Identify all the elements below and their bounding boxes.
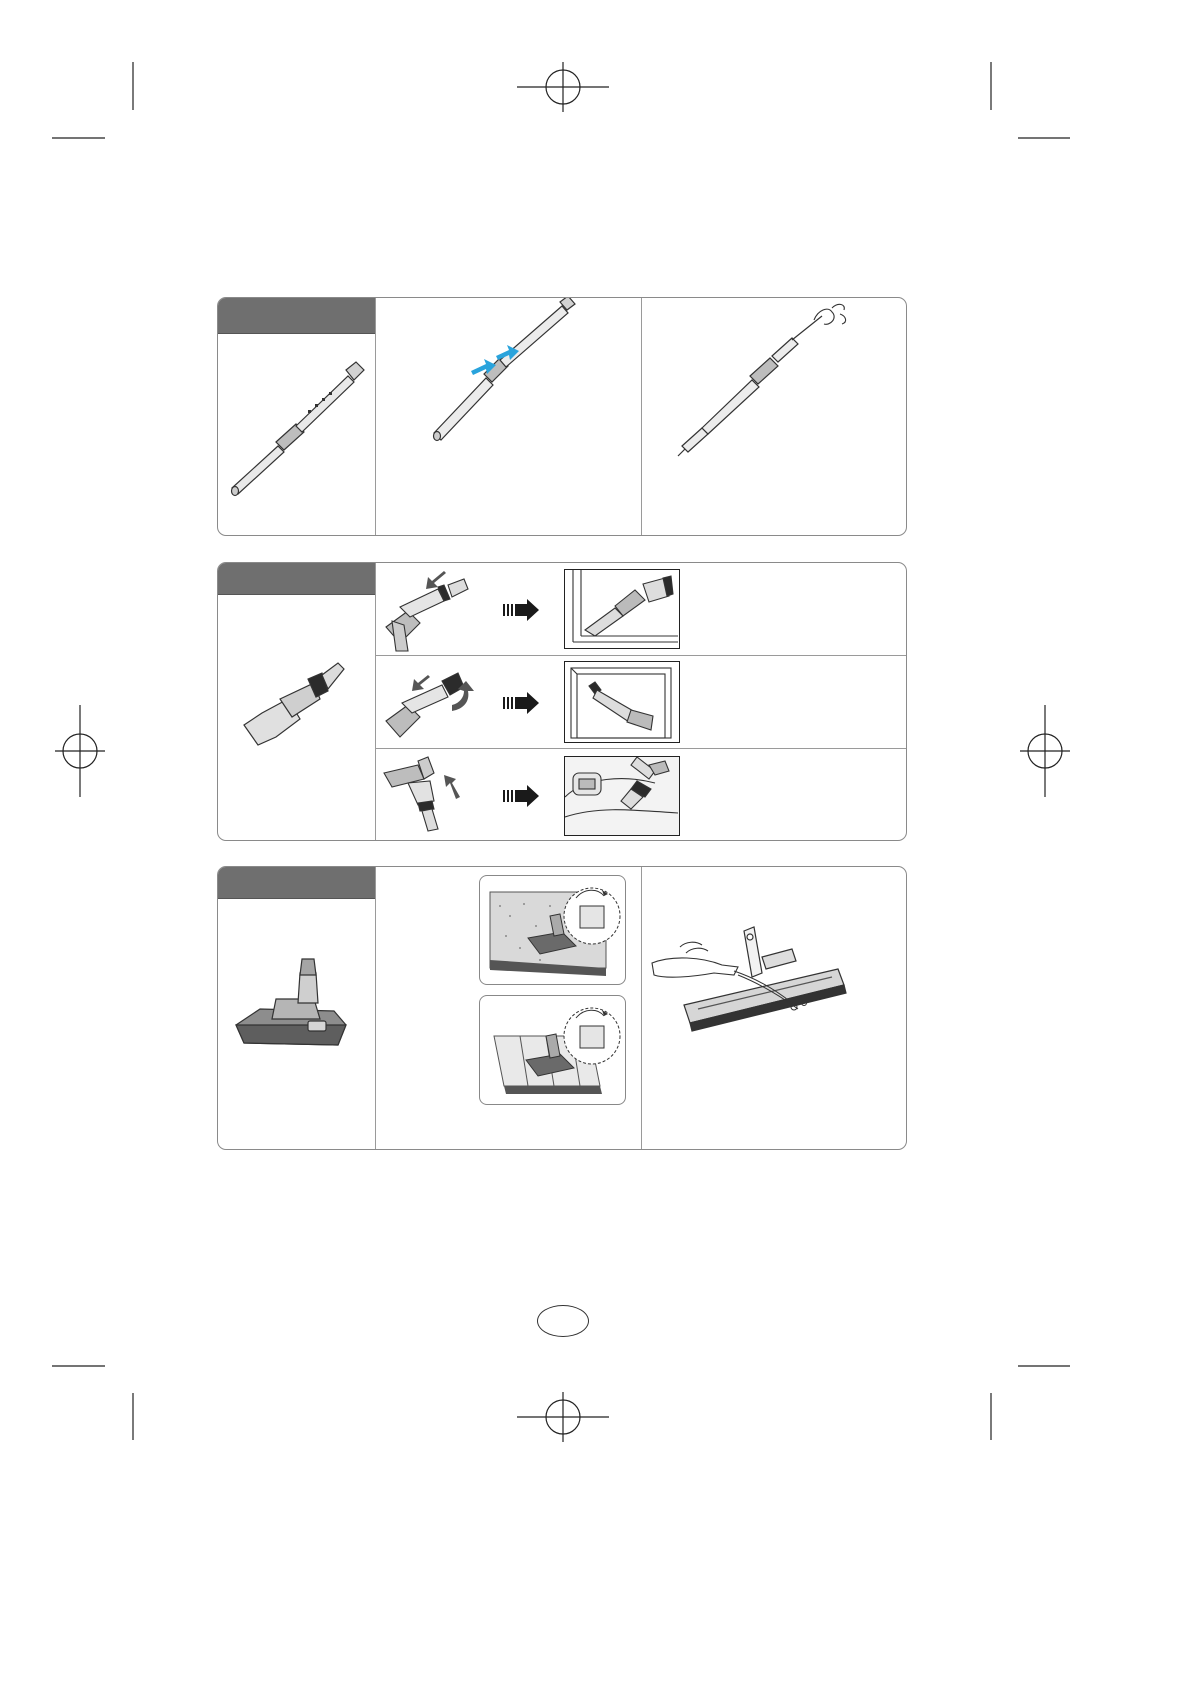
- registration-mark-icon: [1020, 705, 1070, 797]
- nozzle-floor-scene: [479, 995, 626, 1105]
- rotate-arrow-icon: [444, 775, 460, 799]
- crevice-brush-illustration: [378, 659, 478, 745]
- forward-arrow-icon: [503, 692, 543, 714]
- rotate-arrow-icon: [412, 675, 430, 691]
- crevice-use-window-scene: [564, 661, 680, 743]
- registration-mark-icon: [517, 62, 609, 112]
- panel-tab: [218, 867, 375, 899]
- telescopic-pipe-illustration: [218, 338, 375, 534]
- registration-mark-icon: [55, 705, 105, 797]
- crevice-attach-illustration: [378, 567, 478, 653]
- nozzle-cleaning-illustration: [642, 867, 906, 1149]
- telescopic-pipe-panel: [217, 297, 907, 536]
- forward-arrow-icon: [503, 785, 543, 807]
- nozzle-carpet-scene: [479, 875, 626, 985]
- pipe-adjust-illustration: [376, 298, 640, 534]
- pipe-extended-illustration: [642, 298, 906, 534]
- panel-tab: [218, 563, 375, 595]
- floor-nozzle-panel: [217, 866, 907, 1150]
- floor-nozzle-illustration: [218, 899, 375, 1149]
- crevice-bent-illustration: [378, 753, 478, 839]
- crevice-use-sofa-scene: [564, 756, 680, 836]
- panel-tab: [218, 298, 375, 334]
- forward-arrow-icon: [503, 599, 543, 621]
- crevice-use-corner-scene: [564, 569, 680, 649]
- crevice-tool-panel: [217, 562, 907, 841]
- crevice-tool-illustration: [218, 595, 375, 840]
- page-number: [537, 1305, 589, 1337]
- registration-mark-icon: [517, 1392, 609, 1442]
